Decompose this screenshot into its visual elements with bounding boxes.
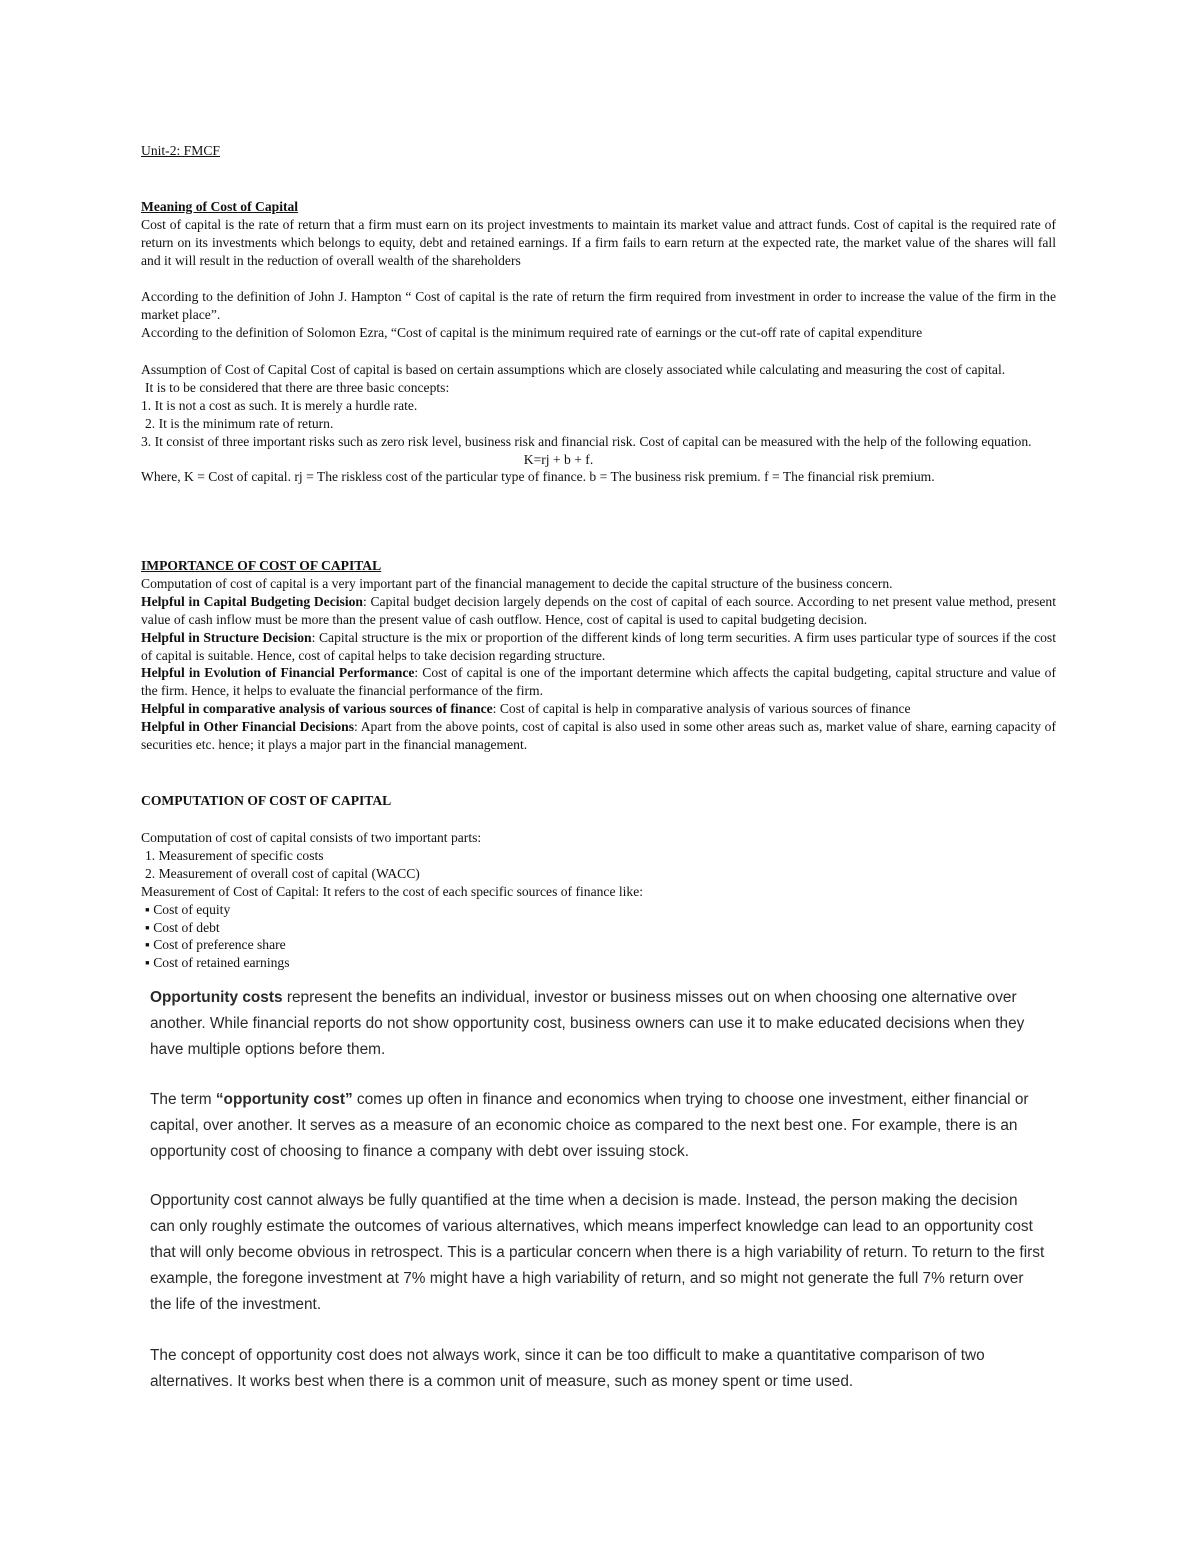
opportunity-cost-term: “opportunity cost” <box>215 1091 353 1108</box>
finance-source-bullet: ▪ Cost of equity <box>145 901 231 917</box>
opportunity-p2-text: comes up often in finance and economics when trying to choose one investment, either financial or capital, over another. It serves as a measure of an economic choice as compared to the next best one. For example, there is an opportunity cost of choosing to finance a company with debt over issuing stock. <box>150 1091 1029 1160</box>
finance-source-bullet: ▪ Cost of debt <box>145 919 220 935</box>
ezra-definition: According to the definition of Solomon Ezra, “Cost of capital is the minimum required rate of earnings or the cut-off rate of capital expenditure <box>141 324 923 340</box>
concept-item-1: 1. It is not a cost as such. It is merely a hurdle rate. <box>141 397 418 413</box>
computation-heading-block <box>141 792 1056 810</box>
importance-item-term: Helpful in Other Financial Decisions <box>141 719 355 735</box>
importance-item <box>141 700 1056 718</box>
importance-item-term: Helpful in Evolution of Financial Performance <box>141 665 415 681</box>
opportunity-p1-text: represent the benefits an individual, investor or business misses out on when choosing one alternative over another. While financial reports do not show opportunity cost, business owners can use it to make educated decisions when they have multiple options before them. <box>150 989 1025 1058</box>
importance-item-text: : Apart from the above points, cost of capital is also used in some other areas such as, market value of share, earning capacity of securities etc. hence; it plays a major part in the financial management. <box>141 719 1056 753</box>
importance-item-text: : Capital budget decision largely depends on the cost of capital of each source. According to net present value method, present value of cash inflow must be more than the present value of cash outflow. Hence, cost of capital is used to capital budgeting decision. <box>141 593 1056 627</box>
importance-item <box>141 629 1056 665</box>
opportunity-paragraph-2 <box>150 1087 1045 1165</box>
importance-section <box>141 557 1056 754</box>
computation-item-2: 2. Measurement of overall cost of capital (WACC) <box>145 865 420 881</box>
computation-intro: Computation of cost of capital consists of two important parts: <box>141 830 482 845</box>
meaning-section <box>141 198 1056 270</box>
meaning-heading: Meaning of Cost of Capital <box>141 199 299 214</box>
unit-title-block <box>141 142 1056 160</box>
finance-source-bullet: ▪ Cost of retained earnings <box>145 955 290 971</box>
definitions-section <box>141 288 1056 342</box>
concept-item-2: 2. It is the minimum rate of return. <box>145 415 334 431</box>
opportunity-p4-text: The concept of opportunity cost does not always work, since it can be too difficult to make a quantitative comparison of two alternatives. It works best when there is a common unit of measure, such as money spent or time used. <box>150 1347 985 1390</box>
importance-item-term: Helpful in Structure Decision <box>141 629 312 645</box>
opportunity-paragraph-1 <box>150 985 1045 1063</box>
equation-legend: Where, K = Cost of capital. rj = The riskless cost of the particular type of finance. b = The business risk premium. f = The financial risk premium. <box>141 469 935 485</box>
basic-concepts-intro: It is to be considered that there are three basic concepts: <box>145 379 450 395</box>
importance-item-text: : Cost of capital is help in comparative analysis of various sources of finance <box>492 701 911 717</box>
opportunity-p2-start: The term <box>150 1091 216 1108</box>
cost-equation: K=rj + b + f. <box>523 451 594 467</box>
meaning-paragraph-1: Cost of capital is the rate of return that a firm must earn on its project investments to maintain its market value and attract funds. Cost of capital is the required rate of return on its investments which belongs to equity, debt and retained earnings. If a firm fails to earn return at the expected rate, the market value of the shares will fall and it will result in the reduction of overall wealth of the shareholders <box>141 216 1056 268</box>
computation-section <box>141 829 1056 972</box>
importance-item-text: : Cost of capital is one of the important determine which affects the capital budgeting, capital structure and value of the firm. Hence, it helps to evaluate the financial performance of the firm. <box>141 665 1056 699</box>
computation-heading: COMPUTATION OF COST OF CAPITAL <box>141 793 392 808</box>
assumption-section <box>141 361 1056 486</box>
importance-item-text: : Capital structure is the mix or proportion of the different kinds of long term securities. A firm uses particular type of sources if the cost of capital is suitable. Hence, cost of capital helps to take decision regarding structure. <box>141 629 1056 663</box>
importance-intro: Computation of cost of capital is a very important part of the financial management to decide the capital structure of the business concern. <box>141 575 893 591</box>
importance-item <box>141 593 1056 629</box>
opportunity-paragraph-4 <box>150 1343 1045 1395</box>
opportunity-costs-term: Opportunity costs <box>150 989 283 1006</box>
importance-item-term: Helpful in Capital Budgeting Decision <box>141 593 363 609</box>
opportunity-paragraph-3 <box>150 1188 1045 1318</box>
importance-item <box>141 718 1056 754</box>
unit-title: Unit-2: FMCF <box>141 143 220 158</box>
finance-source-bullet: ▪ Cost of preference share <box>145 937 286 953</box>
assumption-paragraph: Assumption of Cost of Capital Cost of capital is based on certain assumptions which are closely associated while calculating and measuring the cost of capital. <box>141 362 1006 377</box>
computation-item-1: 1. Measurement of specific costs <box>145 847 324 863</box>
concept-item-3: 3. It consist of three important risks such as zero risk level, business risk and financial risk. Cost of capital can be measured with the help of the following equation. <box>141 433 1032 449</box>
importance-item-term: Helpful in comparative analysis of various sources of finance <box>141 701 493 717</box>
importance-heading: IMPORTANCE OF COST OF CAPITAL <box>141 558 382 573</box>
importance-item <box>141 664 1056 700</box>
opportunity-p3-text: Opportunity cost cannot always be fully quantified at the time when a decision is made. Instead, the person making the decision can only roughly estimate the outcomes of various alternatives, which means imperfect knowledge can lead to an opportunity cost that will only become obvious in retrospect. This is a particular concern when there is a high variability of return. To return to the first example, the foregone investment at 7% might have a high variability of return, and so might not generate the full 7% return over the life of the investment. <box>150 1192 1045 1313</box>
measurement-intro: Measurement of Cost of Capital: It refers to the cost of each specific sources of finance like: <box>141 883 644 899</box>
hampton-definition: According to the definition of John J. Hampton “ Cost of capital is the rate of return the firm required from investment in order to increase the value of the firm in the market place”. <box>141 289 1056 322</box>
